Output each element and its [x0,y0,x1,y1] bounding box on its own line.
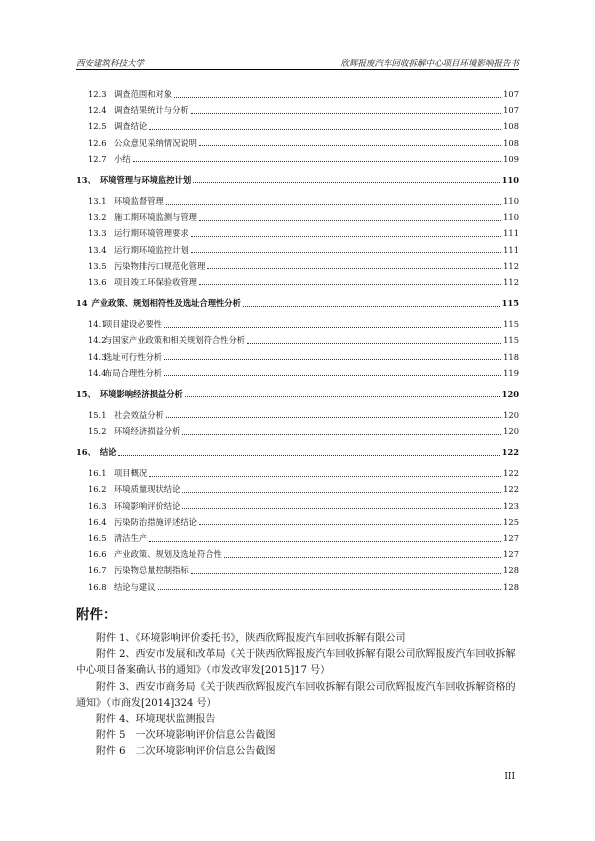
toc-title: 结论与建议 [114,581,156,592]
toc-page-number: 115 [501,298,519,309]
toc-leader-dots [199,284,501,285]
toc-chapter-row[interactable] [76,443,519,461]
toc-page-number: 119 [503,367,519,378]
toc-title: 公众意见采纳情况说明 [114,137,197,148]
toc-leader-dots [199,524,501,525]
toc-section-row[interactable] [76,193,519,209]
toc-number: 12.7 [88,153,107,164]
toc-page-number: 122 [503,468,519,479]
attachment-item: 附件 3、西安市商务局《关于陕西欣辉报废汽车回收拆解有限公司欣辉报废汽车回收拆解资格的通知》（市商发[2014]324 号） [76,681,516,709]
toc-leader-dots [164,375,501,376]
toc-number: 14 [76,298,88,309]
toc-title: 社会效益分析 [114,409,164,420]
toc-number: 15.1 [88,409,107,420]
toc-section-row[interactable] [76,118,519,134]
toc-page-number: 110 [503,196,519,207]
table-of-contents [76,86,519,595]
toc-leader-dots [166,204,501,205]
toc-title: 环境管理与环境监控计划 [99,174,192,185]
toc-leader-dots [224,557,501,558]
toc-number: 13、 [76,174,96,185]
toc-section-row[interactable] [76,86,519,102]
toc-section-row[interactable] [76,151,519,167]
toc-page-number: 128 [503,581,519,592]
toc-leader-dots [191,252,501,253]
toc-number: 12.5 [88,121,107,132]
toc-number: 16.6 [88,549,107,560]
toc-leader-dots [164,327,501,328]
toc-leader-dots [243,306,500,307]
toc-number: 16.3 [88,500,107,511]
attachments-title: 附件： [76,607,117,623]
toc-page-number: 112 [503,260,519,271]
toc-title: 与国家产业政策和相关规划符合性分析 [104,335,246,346]
toc-title: 环境监督管理 [114,196,164,207]
toc-section-row[interactable] [76,481,519,497]
toc-title: 调查结论 [114,121,148,132]
toc-title: 产业政策、规划及选址符合性 [114,549,222,560]
attachment-item: 附件 4、环境现状监测报告 [96,714,216,726]
toc-number: 16.5 [88,533,107,544]
toc-leader-dots [149,129,501,130]
toc-number: 14.2 [88,335,107,346]
toc-leader-dots [164,359,501,360]
toc-title: 施工期环境监测与管理 [114,212,197,223]
page-number: III [504,772,515,782]
toc-page-number: 107 [503,89,519,100]
header-rule [76,69,519,70]
toc-section-row[interactable] [76,274,519,290]
toc-leader-dots [191,113,501,114]
toc-number: 16.8 [88,581,107,592]
toc-title: 污染防治措施评述结论 [114,516,197,527]
attachment-item: 附件 6 二次环境影响评价信息公告截图 [96,746,276,758]
toc-leader-dots [247,343,501,344]
toc-page-number: 111 [503,244,519,255]
toc-leader-dots [199,145,501,146]
toc-section-row[interactable] [76,242,519,258]
toc-number: 14.3 [88,351,107,362]
toc-section-row[interactable] [76,407,519,423]
toc-page-number: 111 [503,228,519,239]
attachment-item: 附件 5 一次环境影响评价信息公告截图 [96,730,276,742]
toc-section-row[interactable] [76,423,519,439]
toc-page-number: 115 [503,319,519,330]
toc-section-row[interactable] [76,562,519,578]
toc-page-number: 128 [503,565,519,576]
toc-title: 调查范围和对象 [114,89,173,100]
toc-title: 项目建设必要性 [104,319,163,330]
toc-leader-dots [133,161,502,162]
toc-leader-dots [191,236,501,237]
toc-section-row[interactable] [76,498,519,514]
toc-section-row[interactable] [76,209,519,225]
toc-page-number: 115 [503,335,519,346]
toc-title: 布局合理性分析 [104,367,163,378]
toc-section-row[interactable] [76,365,519,381]
toc-title: 项目概况 [114,468,148,479]
toc-number: 16.1 [88,468,107,479]
toc-section-row[interactable] [76,135,519,151]
toc-number: 13.2 [88,212,107,223]
toc-page-number: 123 [503,500,519,511]
attachments-section [76,603,519,761]
toc-number: 12.6 [88,137,107,148]
toc-page-number: 127 [503,533,519,544]
toc-leader-dots [182,492,501,493]
toc-title: 环境影响经济损益分析 [99,388,183,399]
toc-leader-dots [207,268,501,269]
toc-section-row[interactable] [76,316,519,332]
toc-page-number: 120 [503,409,519,420]
toc-number: 13.4 [88,244,107,255]
header-right: 欣辉报废汽车回收拆解中心项目环境影响报告书 [340,59,519,69]
toc-section-row[interactable] [76,514,519,530]
toc-number: 16.4 [88,516,107,527]
toc-title: 结论 [99,447,117,458]
toc-chapter-row[interactable] [76,294,519,312]
toc-title: 项目竣工环保验收管理 [114,276,197,287]
toc-page-number: 110 [503,212,519,223]
toc-section-row[interactable] [76,530,519,546]
toc-page-number: 120 [501,388,519,399]
toc-section-row[interactable] [76,465,519,481]
toc-section-row[interactable] [76,546,519,562]
toc-page-number: 107 [503,105,519,116]
toc-page-number: 127 [503,549,519,560]
toc-number: 13.5 [88,260,107,271]
toc-title: 环境质量现状结论 [114,484,181,495]
toc-number: 15、 [76,388,96,399]
toc-section-row[interactable] [76,579,519,595]
toc-leader-dots [199,220,501,221]
toc-number: 12.3 [88,89,107,100]
toc-title: 调查结果统计与分析 [114,105,189,116]
toc-title: 污染物总量控制指标 [114,565,189,576]
toc-number: 15.2 [88,426,107,437]
toc-title: 环境影响评价结论 [114,500,181,511]
toc-page-number: 118 [503,351,519,362]
toc-number: 13.6 [88,276,107,287]
toc-leader-dots [149,541,501,542]
toc-number: 14.4 [88,367,107,378]
toc-number: 12.4 [88,105,107,116]
toc-title: 选址可行性分析 [104,351,163,362]
toc-title: 小结 [114,153,131,164]
toc-leader-dots [185,396,500,397]
toc-leader-dots [193,182,500,183]
toc-number: 16、 [76,447,96,458]
toc-page-number: 108 [503,121,519,132]
toc-page-number: 108 [503,137,519,148]
toc-page-number: 109 [503,153,519,164]
toc-title: 运行期环境管理要求 [114,228,189,239]
toc-page-number: 110 [501,174,519,185]
toc-page-number: 125 [503,516,519,527]
attachment-item: 附件 1、《环境影响评价委托书》，陕西欣辉报废汽车回收拆解有限公司 [96,633,406,644]
toc-leader-dots [174,97,501,98]
toc-section-row[interactable] [76,102,519,118]
toc-leader-dots [158,589,502,590]
toc-leader-dots [182,434,501,435]
toc-leader-dots [118,455,499,456]
toc-section-row[interactable] [76,332,519,348]
toc-number: 16.7 [88,565,107,576]
toc-title: 污染物排污口规范化管理 [114,260,206,271]
toc-number: 14.1 [88,319,107,330]
toc-leader-dots [166,417,501,418]
toc-section-row[interactable] [76,225,519,241]
toc-title: 产业政策、规划相符性及选址合理性分析 [91,298,241,309]
toc-page-number: 122 [503,484,519,495]
page-header [76,57,519,69]
toc-chapter-row[interactable] [76,171,519,189]
toc-section-row[interactable] [76,348,519,364]
toc-title: 运行期环境监控计划 [114,244,189,255]
toc-number: 13.3 [88,228,107,239]
toc-leader-dots [182,508,501,509]
toc-leader-dots [149,476,501,477]
toc-section-row[interactable] [76,258,519,274]
toc-number: 13.1 [88,196,107,207]
toc-page-number: 112 [503,276,519,287]
toc-page-number: 122 [501,447,519,458]
toc-title: 清洁生产 [114,533,148,544]
toc-number: 16.2 [88,484,107,495]
toc-leader-dots [191,573,501,574]
header-left: 西安建筑科技大学 [76,59,145,69]
toc-chapter-row[interactable] [76,385,519,403]
attachments-list [76,631,519,761]
toc-page-number: 120 [503,426,519,437]
toc-title: 环境经济损益分析 [114,426,181,437]
attachment-item: 附件 2、西安市发展和改革局《关于陕西欣辉报废汽车回收拆解有限公司欣辉报废汽车回收拆解中心项目备案确认书的通知》（市发改审发[2015]17 号） [76,649,516,677]
